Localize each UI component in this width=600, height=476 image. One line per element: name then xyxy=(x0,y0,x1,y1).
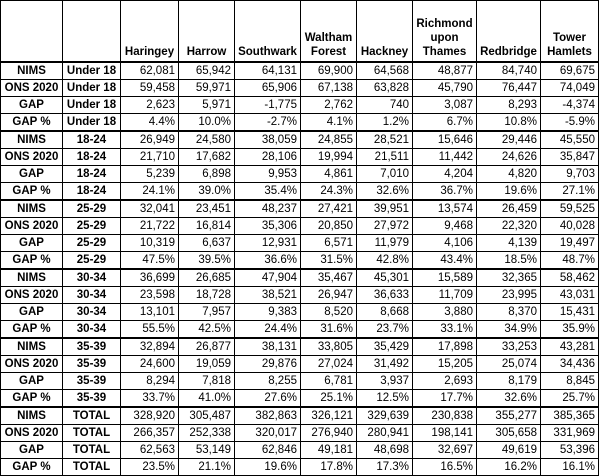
table-cell: 33.1% xyxy=(413,321,477,339)
table-cell: 27.6% xyxy=(235,390,301,408)
table-cell: 10.0% xyxy=(179,114,235,132)
table-row xyxy=(1,183,599,201)
table-cell: 62,563 xyxy=(121,442,179,459)
row-age-group: TOTAL xyxy=(63,459,121,476)
table-cell: 3,087 xyxy=(413,97,477,114)
row-metric: GAP xyxy=(1,304,63,321)
table-row xyxy=(1,62,599,80)
table-cell: 17.3% xyxy=(357,459,413,476)
table-cell: 10,319 xyxy=(121,235,179,252)
table-cell: 62,081 xyxy=(121,62,179,80)
table-row xyxy=(1,321,599,339)
table-cell: 21,722 xyxy=(121,218,179,235)
table-cell: 5,971 xyxy=(179,97,235,114)
table-cell: 24.4% xyxy=(235,321,301,339)
row-metric: NIMS xyxy=(1,407,63,425)
row-age-group: 30-34 xyxy=(63,287,121,304)
row-metric: GAP xyxy=(1,373,63,390)
table-cell: 39.0% xyxy=(179,183,235,201)
header-metric xyxy=(1,1,63,63)
table-cell: 11,442 xyxy=(413,149,477,166)
table-cell: 8,293 xyxy=(477,97,541,114)
table-cell: 11,709 xyxy=(413,287,477,304)
row-metric: GAP % xyxy=(1,459,63,476)
table-body xyxy=(1,62,599,476)
table-cell: 29,876 xyxy=(235,356,301,373)
table-cell: 328,920 xyxy=(121,407,179,425)
table-cell: 27,972 xyxy=(357,218,413,235)
table-cell: 8,520 xyxy=(301,304,357,321)
table-cell: 69,900 xyxy=(301,62,357,80)
row-age-group: Under 18 xyxy=(63,97,121,114)
row-metric: GAP % xyxy=(1,390,63,408)
row-age-group: 25-29 xyxy=(63,252,121,270)
header-waltham-forest: Waltham Forest xyxy=(301,1,357,63)
table-cell: 47,904 xyxy=(235,269,301,287)
table-cell: 8,255 xyxy=(235,373,301,390)
table-cell: 18.5% xyxy=(477,252,541,270)
row-metric: NIMS xyxy=(1,62,63,80)
table-cell: 40,028 xyxy=(541,218,599,235)
table-cell: 59,458 xyxy=(121,80,179,97)
table-cell: 28,106 xyxy=(235,149,301,166)
table-cell: 23.7% xyxy=(357,321,413,339)
table-cell: 76,447 xyxy=(477,80,541,97)
table-row xyxy=(1,459,599,476)
table-cell: 8,845 xyxy=(541,373,599,390)
table-row xyxy=(1,304,599,321)
table-cell: 49,181 xyxy=(301,442,357,459)
table-cell: 8,294 xyxy=(121,373,179,390)
table-cell: 26,949 xyxy=(121,131,179,149)
table-cell: 355,277 xyxy=(477,407,541,425)
table-cell: -4,374 xyxy=(541,97,599,114)
table-cell: 23,451 xyxy=(179,200,235,218)
table-cell: 230,838 xyxy=(413,407,477,425)
table-row xyxy=(1,425,599,442)
table-cell: 59,971 xyxy=(179,80,235,97)
table-cell: 15,205 xyxy=(413,356,477,373)
row-metric: NIMS xyxy=(1,338,63,356)
table-cell: 6,571 xyxy=(301,235,357,252)
row-age-group: 25-29 xyxy=(63,218,121,235)
table-cell: 32,041 xyxy=(121,200,179,218)
table-cell: 33,805 xyxy=(301,338,357,356)
table-cell: 4,139 xyxy=(477,235,541,252)
table-row xyxy=(1,356,599,373)
table-cell: 8,370 xyxy=(477,304,541,321)
table-cell: 2,762 xyxy=(301,97,357,114)
row-metric: GAP % xyxy=(1,114,63,132)
table-cell: 252,338 xyxy=(179,425,235,442)
table-cell: 32,365 xyxy=(477,269,541,287)
row-age-group: 25-29 xyxy=(63,200,121,218)
table-cell: 53,396 xyxy=(541,442,599,459)
row-metric: NIMS xyxy=(1,200,63,218)
table-cell: 69,675 xyxy=(541,62,599,80)
table-cell: 45,790 xyxy=(413,80,477,97)
row-metric: ONS 2020 xyxy=(1,287,63,304)
table-cell: 11,979 xyxy=(357,235,413,252)
row-age-group: 35-39 xyxy=(63,390,121,408)
table-cell: 25,074 xyxy=(477,356,541,373)
table-cell: 53,149 xyxy=(179,442,235,459)
table-cell: 13,574 xyxy=(413,200,477,218)
row-metric: ONS 2020 xyxy=(1,149,63,166)
table-cell: 35.4% xyxy=(235,183,301,201)
row-age-group: 30-34 xyxy=(63,269,121,287)
table-cell: 266,357 xyxy=(121,425,179,442)
table-cell: 382,863 xyxy=(235,407,301,425)
table-cell: 84,740 xyxy=(477,62,541,80)
table-cell: 63,828 xyxy=(357,80,413,97)
table-cell: -2.7% xyxy=(235,114,301,132)
table-cell: 29,446 xyxy=(477,131,541,149)
table-cell: 331,969 xyxy=(541,425,599,442)
row-age-group: 30-34 xyxy=(63,321,121,339)
table-cell: 27,421 xyxy=(301,200,357,218)
table-cell: 276,940 xyxy=(301,425,357,442)
table-cell: 35,429 xyxy=(357,338,413,356)
table-cell: 17.8% xyxy=(301,459,357,476)
table-cell: 31.6% xyxy=(301,321,357,339)
table-cell: 64,131 xyxy=(235,62,301,80)
table-cell: 48,237 xyxy=(235,200,301,218)
table-cell: 16.2% xyxy=(477,459,541,476)
table-cell: 4,204 xyxy=(413,166,477,183)
table-row xyxy=(1,235,599,252)
table-cell: 55.5% xyxy=(121,321,179,339)
row-metric: GAP % xyxy=(1,321,63,339)
table-row xyxy=(1,218,599,235)
table-cell: 4,820 xyxy=(477,166,541,183)
table-cell: 31.5% xyxy=(301,252,357,270)
table-cell: 16.5% xyxy=(413,459,477,476)
table-cell: 33,253 xyxy=(477,338,541,356)
table-cell: 38,059 xyxy=(235,131,301,149)
table-cell: 9,703 xyxy=(541,166,599,183)
row-metric: ONS 2020 xyxy=(1,425,63,442)
row-metric: GAP % xyxy=(1,183,63,201)
table-cell: 65,906 xyxy=(235,80,301,97)
table-cell: 24,580 xyxy=(179,131,235,149)
table-cell: 7,818 xyxy=(179,373,235,390)
table-cell: 7,957 xyxy=(179,304,235,321)
table-cell: 16,814 xyxy=(179,218,235,235)
table-cell: 35.9% xyxy=(541,321,599,339)
header-harrow: Harrow xyxy=(179,1,235,63)
table-cell: 280,941 xyxy=(357,425,413,442)
table-cell: 23,598 xyxy=(121,287,179,304)
table-cell: 19.6% xyxy=(235,459,301,476)
table-cell: 16.1% xyxy=(541,459,599,476)
table-cell: 9,468 xyxy=(413,218,477,235)
row-metric: GAP xyxy=(1,442,63,459)
table-row xyxy=(1,269,599,287)
table-cell: 24,600 xyxy=(121,356,179,373)
table-cell: 32,697 xyxy=(413,442,477,459)
table-cell: 26,877 xyxy=(179,338,235,356)
table-cell: 36,633 xyxy=(357,287,413,304)
table-cell: -5.9% xyxy=(541,114,599,132)
table-row xyxy=(1,338,599,356)
table-cell: 23,995 xyxy=(477,287,541,304)
table-cell: 4,861 xyxy=(301,166,357,183)
row-metric: GAP xyxy=(1,97,63,114)
header-hackney: Hackney xyxy=(357,1,413,63)
row-metric: NIMS xyxy=(1,131,63,149)
table-row xyxy=(1,373,599,390)
table-cell: 48,698 xyxy=(357,442,413,459)
table-cell: 32,894 xyxy=(121,338,179,356)
table-cell: 24.1% xyxy=(121,183,179,201)
table-cell: 24,626 xyxy=(477,149,541,166)
table-cell: 74,049 xyxy=(541,80,599,97)
row-age-group: 35-39 xyxy=(63,338,121,356)
table-row xyxy=(1,131,599,149)
row-age-group: Under 18 xyxy=(63,114,121,132)
table-row xyxy=(1,166,599,183)
table-cell: 17,682 xyxy=(179,149,235,166)
table-cell: 34.9% xyxy=(477,321,541,339)
header-tower-hamlets: Tower Hamlets xyxy=(541,1,599,63)
table-cell: 58,462 xyxy=(541,269,599,287)
row-age-group: Under 18 xyxy=(63,80,121,97)
table-cell: 59,525 xyxy=(541,200,599,218)
table-cell: 8,179 xyxy=(477,373,541,390)
row-metric: GAP xyxy=(1,166,63,183)
header-row xyxy=(1,1,599,63)
table-cell: 35,306 xyxy=(235,218,301,235)
row-age-group: 35-39 xyxy=(63,373,121,390)
table-cell: 43.4% xyxy=(413,252,477,270)
table-cell: 198,141 xyxy=(413,425,477,442)
table-cell: 21.1% xyxy=(179,459,235,476)
table-cell: 45,301 xyxy=(357,269,413,287)
table-cell: 45,550 xyxy=(541,131,599,149)
table-cell: 26,947 xyxy=(301,287,357,304)
table-cell: 42.5% xyxy=(179,321,235,339)
table-row xyxy=(1,200,599,218)
table-row xyxy=(1,390,599,408)
table-cell: 34,436 xyxy=(541,356,599,373)
table-cell: 27.1% xyxy=(541,183,599,201)
table-cell: 24.3% xyxy=(301,183,357,201)
table-cell: 27,024 xyxy=(301,356,357,373)
table-cell: 28,521 xyxy=(357,131,413,149)
table-cell: 41.0% xyxy=(179,390,235,408)
table-cell: 6,898 xyxy=(179,166,235,183)
row-age-group: 18-24 xyxy=(63,166,121,183)
table-cell: 20,850 xyxy=(301,218,357,235)
table-cell: 4.4% xyxy=(121,114,179,132)
table-cell: 35,847 xyxy=(541,149,599,166)
table-cell: 38,521 xyxy=(235,287,301,304)
row-metric: ONS 2020 xyxy=(1,80,63,97)
table-cell: 18,728 xyxy=(179,287,235,304)
table-cell: 25.1% xyxy=(301,390,357,408)
table-cell: 6.7% xyxy=(413,114,477,132)
table-cell: 39,951 xyxy=(357,200,413,218)
row-age-group: 25-29 xyxy=(63,235,121,252)
table-cell: 33.7% xyxy=(121,390,179,408)
row-age-group: TOTAL xyxy=(63,407,121,425)
row-metric: NIMS xyxy=(1,269,63,287)
row-metric: GAP xyxy=(1,235,63,252)
table-cell: 32.6% xyxy=(477,390,541,408)
table-cell: 43,281 xyxy=(541,338,599,356)
row-metric: ONS 2020 xyxy=(1,218,63,235)
table-cell: 26,459 xyxy=(477,200,541,218)
row-age-group: 18-24 xyxy=(63,183,121,201)
row-age-group: 35-39 xyxy=(63,356,121,373)
table-cell: 2,693 xyxy=(413,373,477,390)
table-row xyxy=(1,287,599,304)
table-cell: 6,781 xyxy=(301,373,357,390)
table-cell: 19,497 xyxy=(541,235,599,252)
table-cell: 10.8% xyxy=(477,114,541,132)
row-age-group: 18-24 xyxy=(63,149,121,166)
table-cell: 22,320 xyxy=(477,218,541,235)
table-cell: 64,568 xyxy=(357,62,413,80)
row-metric: ONS 2020 xyxy=(1,356,63,373)
table-cell: 5,239 xyxy=(121,166,179,183)
row-age-group: TOTAL xyxy=(63,425,121,442)
table-row xyxy=(1,252,599,270)
table-cell: 17,898 xyxy=(413,338,477,356)
header-redbridge: Redbridge xyxy=(477,1,541,63)
table-cell: 4,106 xyxy=(413,235,477,252)
row-age-group: TOTAL xyxy=(63,442,121,459)
header-southwark: Southwark xyxy=(235,1,301,63)
table-cell: 23.5% xyxy=(121,459,179,476)
table-cell: 19,994 xyxy=(301,149,357,166)
table-cell: 31,492 xyxy=(357,356,413,373)
table-cell: 17.7% xyxy=(413,390,477,408)
table-cell: 48,877 xyxy=(413,62,477,80)
table-cell: 26,685 xyxy=(179,269,235,287)
table-cell: 36.7% xyxy=(413,183,477,201)
table-cell: 2,623 xyxy=(121,97,179,114)
header-richmond-upon-thames: Richmond upon Thames xyxy=(413,1,477,63)
table-cell: 329,639 xyxy=(357,407,413,425)
table-cell: 305,658 xyxy=(477,425,541,442)
table-cell: 740 xyxy=(357,97,413,114)
table-cell: 320,017 xyxy=(235,425,301,442)
table-cell: 48.7% xyxy=(541,252,599,270)
table-row xyxy=(1,80,599,97)
table-row xyxy=(1,114,599,132)
table-cell: 32.6% xyxy=(357,183,413,201)
table-cell: 15,646 xyxy=(413,131,477,149)
table-cell: 8,668 xyxy=(357,304,413,321)
table-cell: 9,383 xyxy=(235,304,301,321)
table-cell: 15,589 xyxy=(413,269,477,287)
table-row xyxy=(1,407,599,425)
table-cell: 49,619 xyxy=(477,442,541,459)
table-cell: 38,131 xyxy=(235,338,301,356)
table-cell: 385,365 xyxy=(541,407,599,425)
table-cell: 36,699 xyxy=(121,269,179,287)
table-cell: 19,059 xyxy=(179,356,235,373)
row-age-group: 18-24 xyxy=(63,131,121,149)
table-cell: 3,937 xyxy=(357,373,413,390)
row-metric: GAP % xyxy=(1,252,63,270)
table-cell: 326,121 xyxy=(301,407,357,425)
table-cell: 305,487 xyxy=(179,407,235,425)
row-age-group: Under 18 xyxy=(63,62,121,80)
table-cell: 67,138 xyxy=(301,80,357,97)
table-row xyxy=(1,97,599,114)
table-cell: 42.8% xyxy=(357,252,413,270)
table-cell: 13,101 xyxy=(121,304,179,321)
table-row xyxy=(1,149,599,166)
table-cell: 65,942 xyxy=(179,62,235,80)
table-cell: 24,855 xyxy=(301,131,357,149)
table-cell: 25.7% xyxy=(541,390,599,408)
table-cell: 3,880 xyxy=(413,304,477,321)
table-cell: 12.5% xyxy=(357,390,413,408)
table-cell: 21,511 xyxy=(357,149,413,166)
table-cell: 36.6% xyxy=(235,252,301,270)
row-age-group: 30-34 xyxy=(63,304,121,321)
table-cell: 47.5% xyxy=(121,252,179,270)
table-cell: 9,953 xyxy=(235,166,301,183)
table-cell: 12,931 xyxy=(235,235,301,252)
table-cell: 1.2% xyxy=(357,114,413,132)
table-cell: 6,637 xyxy=(179,235,235,252)
header-age xyxy=(63,1,121,63)
table-cell: 21,710 xyxy=(121,149,179,166)
table-cell: 7,010 xyxy=(357,166,413,183)
table-cell: 39.5% xyxy=(179,252,235,270)
table-cell: 15,431 xyxy=(541,304,599,321)
table-cell: 35,467 xyxy=(301,269,357,287)
header-haringey: Haringey xyxy=(121,1,179,63)
table-row xyxy=(1,442,599,459)
table-cell: 62,846 xyxy=(235,442,301,459)
table-cell: 19.6% xyxy=(477,183,541,201)
table-cell: 43,031 xyxy=(541,287,599,304)
table-cell: -1,775 xyxy=(235,97,301,114)
table-cell: 4.1% xyxy=(301,114,357,132)
